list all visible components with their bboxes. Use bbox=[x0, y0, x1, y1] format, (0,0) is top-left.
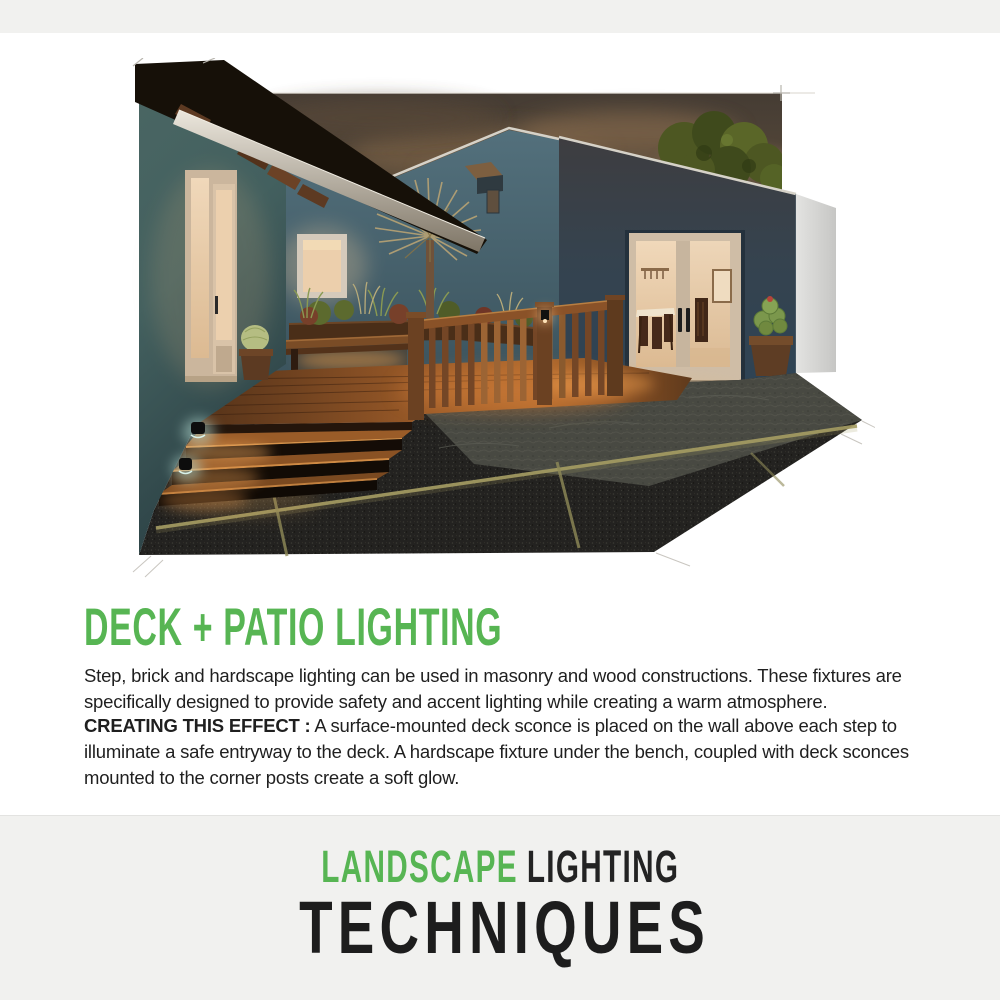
intro-paragraph: Step, brick and hardscape lighting can be used in masonry and wood constructions. These fixtures are specifically designed to provide safety and accent lighting while creating a warm atmosphere. bbox=[84, 665, 902, 712]
small-window bbox=[487, 190, 499, 213]
top-band bbox=[0, 0, 1000, 33]
post-sconce bbox=[535, 302, 554, 405]
deck-patio-illustration bbox=[129, 58, 875, 580]
brand-line bbox=[0, 841, 1000, 892]
section-heading: DECK + PATIO LIGHTING bbox=[84, 598, 503, 657]
potted-cactus-left bbox=[239, 325, 273, 380]
door-handle bbox=[215, 296, 218, 314]
footer bbox=[0, 815, 1000, 1000]
effect-paragraph bbox=[84, 713, 932, 791]
corner-post bbox=[607, 298, 623, 396]
series-title: TECHNIQUES bbox=[299, 885, 711, 969]
door-handle bbox=[678, 308, 682, 332]
entry-door bbox=[185, 170, 237, 382]
door-handle bbox=[686, 308, 690, 332]
brand-word-landscape: LANDSCAPE bbox=[320, 841, 518, 892]
effect-text: A surface-mounted deck sconce is placed on the wall above each step to illuminate a safe entryway to the deck. A hardscape fixture under the bench, coupled with deck sconces mounted to the corner posts create a soft glow. bbox=[84, 715, 909, 788]
chair bbox=[695, 298, 708, 342]
step-sconce-1 bbox=[183, 418, 215, 446]
brand-word-lighting: LIGHTING bbox=[526, 841, 680, 892]
step-sconce-2 bbox=[172, 455, 202, 481]
picture-frame bbox=[713, 270, 731, 302]
corner-post bbox=[408, 316, 424, 420]
side-panel bbox=[796, 194, 836, 373]
effect-label: CREATING THIS EFFECT : bbox=[84, 715, 311, 736]
